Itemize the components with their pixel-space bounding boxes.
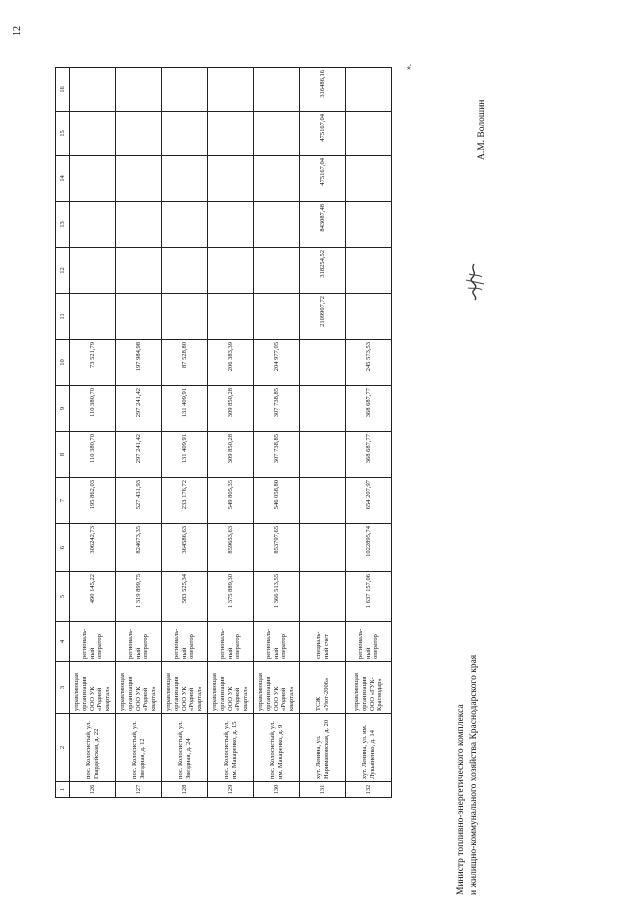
amount-cell: 245 573,53: [346, 340, 392, 386]
amount-cell: 297 241,42: [116, 432, 162, 478]
amount-cell: 853797,65: [254, 524, 300, 572]
organization-cell: управляющая организация ООО УК «Родной квартал»: [162, 662, 208, 714]
amount-cell: [70, 294, 116, 340]
address-cell: пос. Колосистый, ул. им. Макаренко, д. 9: [254, 714, 300, 782]
table-row: [116, 68, 162, 798]
row-number-cell: 130: [254, 782, 300, 798]
organization-cell: ТСЖ «Уют-2006»: [300, 662, 346, 714]
amount-cell: [300, 340, 346, 386]
amount-cell: 1 637 157,06: [346, 572, 392, 622]
amount-cell: 654 207,97: [346, 478, 392, 524]
amount-cell: [254, 294, 300, 340]
col-number: 7: [56, 478, 70, 524]
col-number: 1: [56, 782, 70, 798]
footer-signature-block: [455, 655, 481, 895]
page-number: 12: [12, 26, 23, 36]
amount-cell: [346, 156, 392, 202]
amount-cell: 307 738,85: [254, 386, 300, 432]
amount-cell: 316486,16: [300, 68, 346, 112]
amount-cell: 824673,35: [116, 524, 162, 572]
organization-cell: управляющая организация ООО УК «Родной квартал»: [254, 662, 300, 714]
address-cell: пос. Колосистый, ул. им. Макаренко, д. 15: [208, 714, 254, 782]
col-number: 8: [56, 432, 70, 478]
amount-cell: [254, 112, 300, 156]
amount-cell: 131 409,91: [162, 386, 208, 432]
amount-cell: [162, 68, 208, 112]
amount-cell: 475167,04: [300, 112, 346, 156]
amount-cell: [346, 202, 392, 248]
amount-cell: [346, 112, 392, 156]
amount-cell: 307 738,85: [254, 432, 300, 478]
col-number: 5: [56, 572, 70, 622]
amount-cell: [162, 248, 208, 294]
amount-cell: [300, 572, 346, 622]
col-number: 11: [56, 294, 70, 340]
col-number: 3: [56, 662, 70, 714]
signer-name: А.М. Волошин: [477, 99, 487, 160]
col-number: 2: [56, 714, 70, 782]
amount-cell: 204 977,05: [254, 340, 300, 386]
col-number: 16: [56, 68, 70, 112]
amount-cell: [208, 156, 254, 202]
amount-cell: 297 241,42: [116, 386, 162, 432]
signature-image: [460, 262, 490, 302]
amount-cell: 368 687,77: [346, 386, 392, 432]
amount-cell: [346, 294, 392, 340]
account-type-cell: региональ-ный оператор: [254, 622, 300, 662]
row-number-cell: 127: [116, 782, 162, 798]
amount-cell: [162, 112, 208, 156]
account-type-cell: специаль-ный счет: [300, 622, 346, 662]
amount-cell: 583 525,34: [162, 572, 208, 622]
amount-cell: [254, 156, 300, 202]
amount-cell: [208, 202, 254, 248]
amount-cell: [116, 248, 162, 294]
amount-cell: 1 319 899,75: [116, 572, 162, 622]
amount-cell: 318254,52: [300, 248, 346, 294]
amount-cell: 546 058,80: [254, 478, 300, 524]
amount-cell: [300, 432, 346, 478]
amount-cell: [208, 248, 254, 294]
address-cell: пос. Колосистый, ул. Звездная, д. 12: [116, 714, 162, 782]
amount-cell: [162, 202, 208, 248]
amount-cell: [70, 248, 116, 294]
organization-cell: управляющая организация ООО УК «Родной квартал»: [116, 662, 162, 714]
amount-cell: [116, 202, 162, 248]
amount-cell: [300, 478, 346, 524]
amount-cell: 1 366 513,55: [254, 572, 300, 622]
amount-cell: 843087,48: [300, 202, 346, 248]
table-row: [208, 68, 254, 798]
minister-title-line1: Министр топливно-энергетического комплекса: [456, 704, 466, 895]
amount-cell: [346, 248, 392, 294]
register-table-rotated: [55, 68, 400, 798]
amount-cell: [300, 524, 346, 572]
amount-cell: 527 431,93: [116, 478, 162, 524]
minister-title-line2: и жилищно-коммунального хозяйства Краснодарского края: [469, 654, 479, 895]
amount-cell: [254, 248, 300, 294]
amount-cell: 233 176,72: [162, 478, 208, 524]
amount-cell: 309 850,28: [208, 386, 254, 432]
amount-cell: [70, 156, 116, 202]
column-number-row: [56, 68, 70, 798]
amount-cell: [116, 294, 162, 340]
account-type-cell: региональ-ный оператор: [70, 622, 116, 662]
amount-cell: 131 409,91: [162, 432, 208, 478]
amount-cell: [116, 68, 162, 112]
amount-cell: 73 521,79: [70, 340, 116, 386]
amount-cell: 110 380,70: [70, 386, 116, 432]
amount-cell: 197 984,98: [116, 340, 162, 386]
amount-cell: [254, 202, 300, 248]
amount-cell: [70, 202, 116, 248]
amount-cell: [208, 68, 254, 112]
amount-cell: [208, 112, 254, 156]
register-table: [55, 67, 392, 798]
amount-cell: 549 805,35: [208, 478, 254, 524]
col-number: 10: [56, 340, 70, 386]
account-type-cell: региональ-ный оператор: [208, 622, 254, 662]
amount-cell: 364586,63: [162, 524, 208, 572]
table-row: [254, 68, 300, 798]
amount-cell: [116, 156, 162, 202]
col-number: 13: [56, 202, 70, 248]
amount-cell: 306242,73: [70, 524, 116, 572]
amount-cell: 859653,63: [208, 524, 254, 572]
row-number-cell: 129: [208, 782, 254, 798]
table-row: [162, 68, 208, 798]
organization-cell: управляющая организация ООО «ГУК-Краснодар»: [346, 662, 392, 714]
row-number-cell: 128: [162, 782, 208, 798]
account-type-cell: региональ-ный оператор: [162, 622, 208, 662]
address-cell: пос. Колосистый, ул. Звездная, д. 24: [162, 714, 208, 782]
col-number: 15: [56, 112, 70, 156]
col-number: 12: [56, 248, 70, 294]
amount-cell: [162, 156, 208, 202]
account-type-cell: региональ-ный оператор: [346, 622, 392, 662]
amount-cell: 110 380,70: [70, 432, 116, 478]
table-body: [56, 68, 392, 798]
amount-cell: 475167,04: [300, 156, 346, 202]
col-number: 9: [56, 386, 70, 432]
amount-cell: [300, 386, 346, 432]
table-row: [346, 68, 392, 798]
end-mark: ».: [404, 64, 413, 70]
address-cell: хут. Ленина, ул. им. Лукьяненко, д. 14: [346, 714, 392, 782]
amount-cell: 2109907,72: [300, 294, 346, 340]
amount-cell: [346, 68, 392, 112]
col-number: 6: [56, 524, 70, 572]
address-cell: хут. Ленина, ул. Наримановская, д. 20: [300, 714, 346, 782]
amount-cell: 309 850,28: [208, 432, 254, 478]
row-number-cell: 126: [70, 782, 116, 798]
amount-cell: [70, 68, 116, 112]
account-type-cell: региональ-ный оператор: [116, 622, 162, 662]
row-number-cell: 131: [300, 782, 346, 798]
amount-cell: [162, 294, 208, 340]
amount-cell: [70, 112, 116, 156]
amount-cell: [208, 294, 254, 340]
amount-cell: 1 375 889,30: [208, 572, 254, 622]
amount-cell: 206 383,39: [208, 340, 254, 386]
amount-cell: [116, 112, 162, 156]
address-cell: пос. Колосистый, ул. Гвардейская, д. 22: [70, 714, 116, 782]
amount-cell: 195 862,03: [70, 478, 116, 524]
col-number: 14: [56, 156, 70, 202]
amount-cell: [254, 68, 300, 112]
table-row: [70, 68, 116, 798]
amount-cell: 368 687,77: [346, 432, 392, 478]
row-number-cell: 132: [346, 782, 392, 798]
amount-cell: 87 528,80: [162, 340, 208, 386]
amount-cell: 490 145,22: [70, 572, 116, 622]
table-row: [300, 68, 346, 798]
organization-cell: управляющая организация ООО УК «Родной квартал»: [70, 662, 116, 714]
col-number: 4: [56, 622, 70, 662]
amount-cell: 1022895,74: [346, 524, 392, 572]
organization-cell: управляющая организация ООО УК «Родной квартал»: [208, 662, 254, 714]
